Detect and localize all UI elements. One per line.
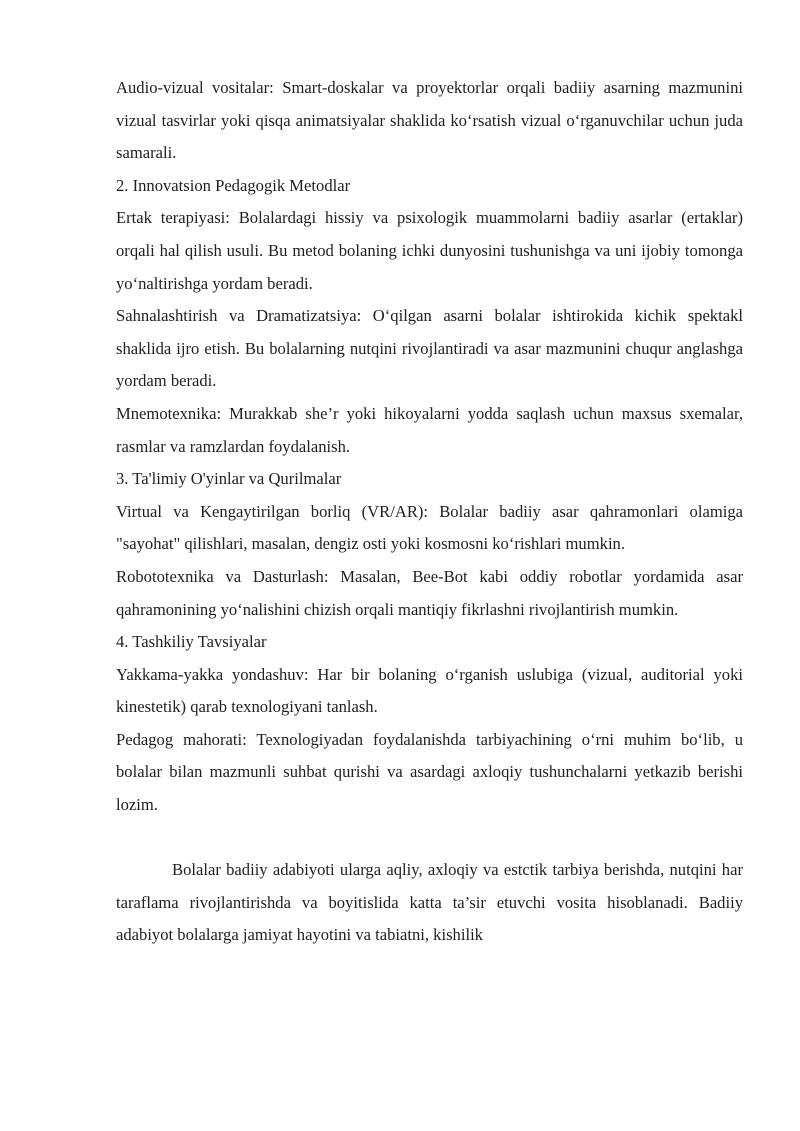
paragraph-body: Bolalar badiiy asar qahramonlari olamiga "sayohat" qilishlari, masalan, dengiz osti yoki kosmosni ko‘rishlari mumkin.: [116, 501, 743, 554]
paragraph-fairy-tale-therapy: [116, 202, 743, 300]
term-label: Sahnalashtirish va Dramatizatsiya:: [116, 306, 362, 326]
term-label: Pedagog mahorati:: [116, 729, 247, 749]
paragraph-body: Smart-doskalar va proyektorlar orqali badiiy asarning mazmunini vizual tasvirlar yoki qisqa animatsiyalar shaklida ko‘rsatish vizual o‘rganuvchilar uchun juda samarali.: [116, 78, 744, 163]
section-heading: 2. Innovatsion Pedagogik Metodlar: [116, 175, 351, 195]
paragraph-vr-ar: [116, 496, 743, 561]
section-heading: 3. Ta'limiy O'yinlar va Qurilmalar: [116, 469, 342, 489]
term-label: Mnemotexnika:: [116, 403, 222, 423]
paragraph-body: Texnologiyadan foydalanishda tarbiyachining o‘rni muhim bo‘lib, u bolalar bilan mazmunli suhbat qurishi va asardagi axloqiy tushunchalarni yetkazib berishi lozim.: [116, 729, 743, 815]
paragraph-body: Har bir bolaning o‘rganish uslubiga (vizual, auditorial yoki kinestetik) qarab texnologiyani tanlash.: [116, 664, 743, 717]
paragraph-audio-visual: [116, 72, 743, 170]
paragraph-individual-approach: [116, 659, 743, 724]
section-heading: 4. Tashkiliy Tavsiyalar: [116, 632, 267, 652]
term-label: Virtual va Kengaytirilgan borliq (VR/AR):: [116, 501, 429, 521]
term-label: Audio-vizual vositalar:: [116, 78, 274, 97]
paragraph-teacher-skill: [116, 724, 743, 822]
paragraph-body: O‘qilgan asarni bolalar ishtirokida kichik spektakl shaklida ijro etish. Bu bolalarning nutqini rivojlantiradi va asar mazmunini chuqur anglashga yordam beradi.: [116, 306, 743, 391]
paragraph-mnemonics: [116, 398, 743, 463]
paragraph-body: Murakkab she’r yoki hikoyalarni yodda saqlash uchun maxsus sxemalar, rasmlar va ramzlardan foydalanish.: [116, 403, 743, 456]
term-label: Ertak terapiyasi:: [116, 208, 230, 228]
paragraph-body: Bolalardagi hissiy va psixologik muammolarni badiiy asarlar (ertaklar) orqali hal qilish usuli. Bu metod bolaning ichki dunyosini tushunishga va uni ijobiy tomonga yo‘naltirishga yordam beradi.: [116, 208, 743, 293]
term-label: Yakkama-yakka yondashuv:: [116, 664, 309, 684]
document-page: [116, 72, 743, 952]
paragraph-body: Masalan, Bee-Bot kabi oddiy robotlar yordamida asar qahramonining yo‘nalishini chizish orqali mantiqiy fikrlashni rivojlantirish mumkin.: [116, 566, 743, 619]
blank-line: [116, 822, 743, 855]
closing-paragraph: Bolalar badiiy adabiyoti ularga aqliy, axloqiy va estctik tarbiya berishda, nutqini har taraflama rivojlantirishda va boyitislida katta ta’sir etuvchi vosita hisoblanadi. Badiiy adabiyot bolalarga jamiyat hayotini va tabiatni, kishilik: [116, 860, 743, 945]
paragraph-dramatization: [116, 300, 743, 398]
paragraph-robotics: [116, 561, 743, 626]
term-label: Robototexnika va Dasturlash:: [116, 566, 329, 586]
